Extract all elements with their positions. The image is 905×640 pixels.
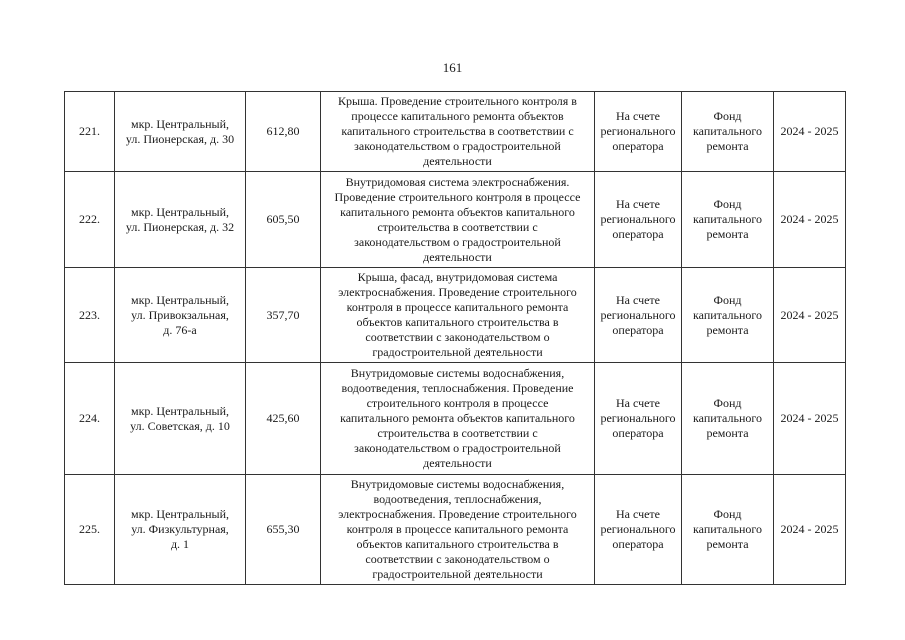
source-line: ремонта bbox=[706, 227, 749, 241]
source-line: Фонд bbox=[713, 109, 742, 123]
period-cell: 2024 - 2025 bbox=[774, 363, 846, 475]
fund-line: оператора bbox=[612, 426, 664, 440]
work-line: Внутридомовая система электроснабжения. bbox=[345, 174, 570, 189]
fund-location-cell bbox=[595, 172, 682, 268]
fund-location-cell bbox=[595, 475, 682, 585]
area-cell: 357,70 bbox=[246, 268, 321, 363]
funding-source-cell bbox=[682, 172, 774, 268]
address-line: мкр. Центральный, bbox=[130, 507, 230, 521]
fund-line: На счете bbox=[615, 197, 660, 211]
funding-source-cell bbox=[682, 268, 774, 363]
source-line: капитального bbox=[693, 124, 762, 138]
address-line: мкр. Центральный, bbox=[130, 403, 230, 418]
fund-line: регионального bbox=[600, 522, 676, 536]
address-cell bbox=[115, 172, 246, 268]
work-line: градостроительной деятельности bbox=[372, 345, 543, 359]
work-description-cell bbox=[321, 363, 595, 475]
work-line: деятельности bbox=[423, 456, 492, 470]
period-cell: 2024 - 2025 bbox=[774, 475, 846, 585]
row-number-cell: 225. bbox=[65, 475, 115, 585]
work-line: капитального строительства в соответствии с bbox=[341, 124, 574, 138]
work-line: электроснабжения. Проведение строительного bbox=[338, 507, 577, 521]
fund-line: На счете bbox=[615, 292, 660, 307]
work-line: законодательством о градостроительной bbox=[354, 234, 561, 249]
table-row bbox=[65, 172, 846, 268]
work-line: законодательством о градостроительной bbox=[354, 139, 561, 153]
work-description-cell bbox=[321, 92, 595, 172]
source-line: ремонта bbox=[706, 537, 749, 551]
work-line: капитального ремонта объектов капитального bbox=[340, 204, 575, 219]
address-cell bbox=[115, 92, 246, 172]
fund-location-cell bbox=[595, 363, 682, 475]
work-line: Внутридомовые системы водоснабжения, bbox=[350, 477, 565, 491]
work-description-cell bbox=[321, 172, 595, 268]
work-line: градостроительной деятельности bbox=[372, 567, 543, 581]
address-line: д. 1 bbox=[170, 537, 190, 551]
period-cell: 2024 - 2025 bbox=[774, 172, 846, 268]
table-row bbox=[65, 363, 846, 475]
fund-line: регионального bbox=[600, 212, 676, 226]
work-line: строительства в соответствии с bbox=[377, 426, 538, 440]
address-line: ул. Советская, д. 10 bbox=[130, 418, 230, 433]
address-line: ул. Пионерская, д. 32 bbox=[125, 219, 235, 234]
work-line: Внутридомовые системы водоснабжения, bbox=[350, 366, 565, 380]
row-number-cell: 222. bbox=[65, 172, 115, 268]
work-line: соответствии с законодательством о bbox=[365, 330, 550, 344]
address-cell bbox=[115, 363, 246, 475]
address-line: мкр. Центральный, bbox=[130, 292, 230, 307]
table-row bbox=[65, 475, 846, 585]
work-line: Проведение строительного контроля в процессе bbox=[334, 189, 581, 204]
address-line: мкр. Центральный, bbox=[130, 116, 230, 131]
work-line: водоотведения, теплоснабжения, bbox=[373, 492, 542, 506]
source-line: ремонта bbox=[706, 139, 749, 153]
source-line: ремонта bbox=[706, 322, 749, 337]
work-line: контроля в процессе капитального ремонта bbox=[346, 522, 569, 536]
capital-repair-table bbox=[64, 91, 846, 585]
page-number: 161 bbox=[442, 60, 463, 75]
address-line: ул. Привокзальная, bbox=[131, 307, 229, 322]
fund-location-cell bbox=[595, 268, 682, 363]
work-line: деятельности bbox=[423, 249, 492, 264]
work-line: Крыша, фасад, внутридомовая система bbox=[357, 270, 558, 284]
source-line: ремонта bbox=[706, 426, 749, 440]
address-line: д. 76-а bbox=[163, 322, 197, 337]
table-row bbox=[65, 92, 846, 172]
table-row bbox=[65, 268, 846, 363]
work-line: объектов капитального строительства в bbox=[356, 537, 559, 551]
row-number-cell: 221. bbox=[65, 92, 115, 172]
work-line: строительного контроля в процессе bbox=[366, 396, 549, 410]
address-line: ул. Физкультурная, bbox=[131, 522, 229, 536]
source-line: Фонд bbox=[713, 292, 742, 307]
row-number-cell: 223. bbox=[65, 268, 115, 363]
work-line: строительства в соответствии с bbox=[377, 219, 538, 234]
address-cell bbox=[115, 268, 246, 363]
fund-line: На счете bbox=[615, 109, 660, 123]
work-line: электроснабжения. Проведение строительного bbox=[338, 285, 577, 299]
funding-source-cell bbox=[682, 363, 774, 475]
work-line: Крыша. Проведение строительного контроля в bbox=[338, 94, 577, 108]
work-line: контроля в процессе капитального ремонта bbox=[346, 300, 569, 314]
source-line: капитального bbox=[693, 411, 762, 425]
area-cell: 425,60 bbox=[246, 363, 321, 475]
fund-line: На счете bbox=[615, 396, 660, 410]
fund-location-cell bbox=[595, 92, 682, 172]
period-cell: 2024 - 2025 bbox=[774, 268, 846, 363]
work-line: процессе капитального ремонта объектов bbox=[351, 109, 564, 123]
work-line: водоотведения, теплоснабжения. Проведение bbox=[341, 381, 574, 395]
work-line: капитального ремонта объектов капитального bbox=[340, 411, 575, 425]
address-cell bbox=[115, 475, 246, 585]
work-description-cell bbox=[321, 268, 595, 363]
source-line: Фонд bbox=[713, 197, 742, 211]
fund-line: На счете bbox=[615, 507, 660, 521]
source-line: Фонд bbox=[713, 507, 742, 521]
fund-line: оператора bbox=[612, 537, 664, 551]
fund-line: оператора bbox=[612, 139, 664, 153]
row-number-cell: 224. bbox=[65, 363, 115, 475]
source-line: капитального bbox=[693, 212, 762, 226]
source-line: Фонд bbox=[713, 396, 742, 410]
source-line: капитального bbox=[693, 522, 762, 536]
fund-line: регионального bbox=[600, 411, 676, 425]
area-cell: 612,80 bbox=[246, 92, 321, 172]
period-cell: 2024 - 2025 bbox=[774, 92, 846, 172]
address-line: ул. Пионерская, д. 30 bbox=[125, 131, 235, 146]
address-line: мкр. Центральный, bbox=[130, 204, 230, 219]
fund-line: оператора bbox=[612, 322, 664, 337]
work-line: деятельности bbox=[423, 154, 492, 168]
work-line: объектов капитального строительства в bbox=[356, 315, 559, 329]
area-cell: 605,50 bbox=[246, 172, 321, 268]
fund-line: регионального bbox=[600, 307, 676, 322]
area-cell: 655,30 bbox=[246, 475, 321, 585]
fund-line: оператора bbox=[612, 227, 664, 241]
funding-source-cell bbox=[682, 475, 774, 585]
work-line: законодательством о градостроительной bbox=[354, 441, 561, 455]
fund-line: регионального bbox=[600, 124, 676, 138]
work-line: соответствии с законодательством о bbox=[365, 552, 550, 566]
funding-source-cell bbox=[682, 92, 774, 172]
work-description-cell bbox=[321, 475, 595, 585]
source-line: капитального bbox=[693, 307, 762, 322]
